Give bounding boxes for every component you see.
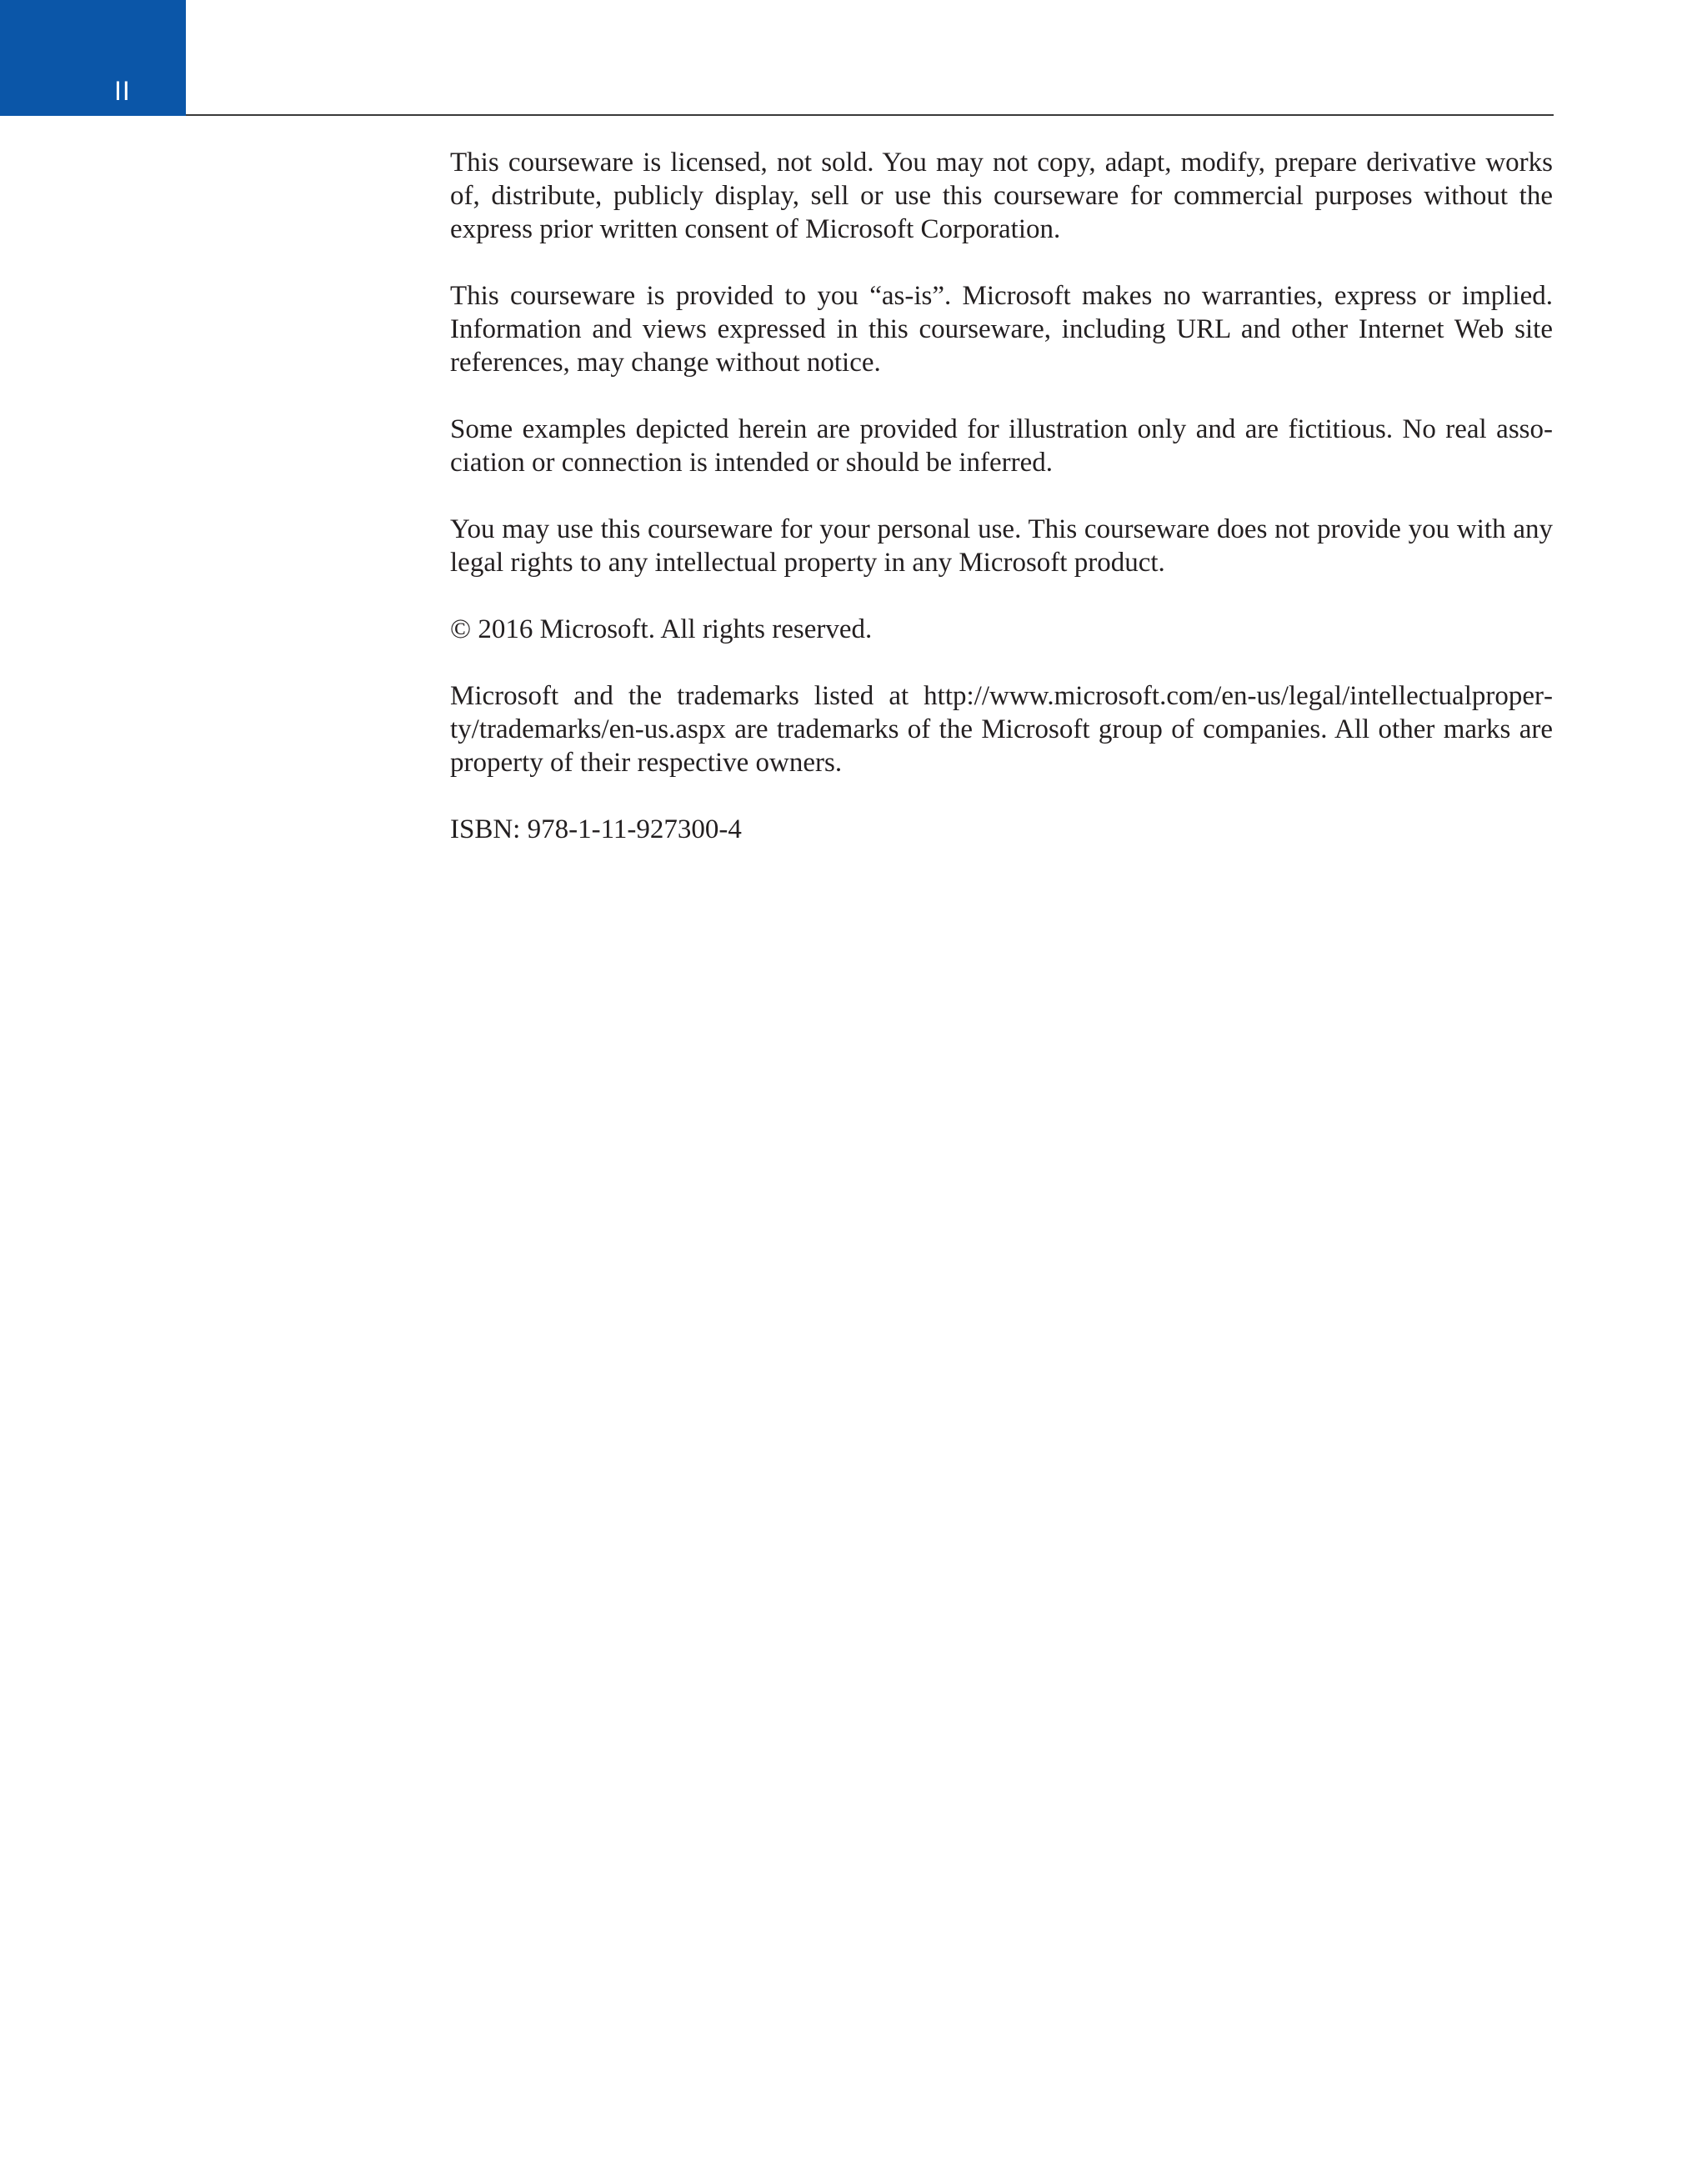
header-rule <box>186 114 1554 116</box>
warranty-paragraph: This courseware is provided to you “as-is”. Microsoft makes no warranties, express or implied. Information and views expressed in this courseware, including URL and other Internet Web site references, may change without notice. <box>450 281 1553 378</box>
personal-use-paragraph: You may use this courseware for your personal use. This courseware does not provide you with any legal rights to any intellectual property in any Microsoft product. <box>450 514 1553 578</box>
trademarks-paragraph: Microsoft and the trademarks listed at http://www.microsoft.com/en-us/legal/intellectualproperty/trademarks/en-us.aspx are trademarks of the Microsoft group of companies. All other marks are property of their respective owners. <box>450 681 1553 778</box>
fictitious-examples-paragraph: Some examples depicted herein are provided for illustration only and are fictitious. No real association or connection is intended or should be inferred. <box>450 414 1553 478</box>
page-number: II <box>114 76 131 106</box>
license-paragraph: This courseware is licensed, not sold. You may not copy, adapt, modify, prepare derivative works of, distribute, publicly display, sell or use this courseware for commercial purposes without the express prior written consent of Microsoft Corporation. <box>450 148 1553 244</box>
isbn-line: ISBN: 978-1-11-927300-4 <box>450 814 742 844</box>
page-number-tab <box>0 0 186 116</box>
copyright-notice <box>450 146 1553 846</box>
copyright-line: © 2016 Microsoft. All rights reserved. <box>450 614 873 644</box>
